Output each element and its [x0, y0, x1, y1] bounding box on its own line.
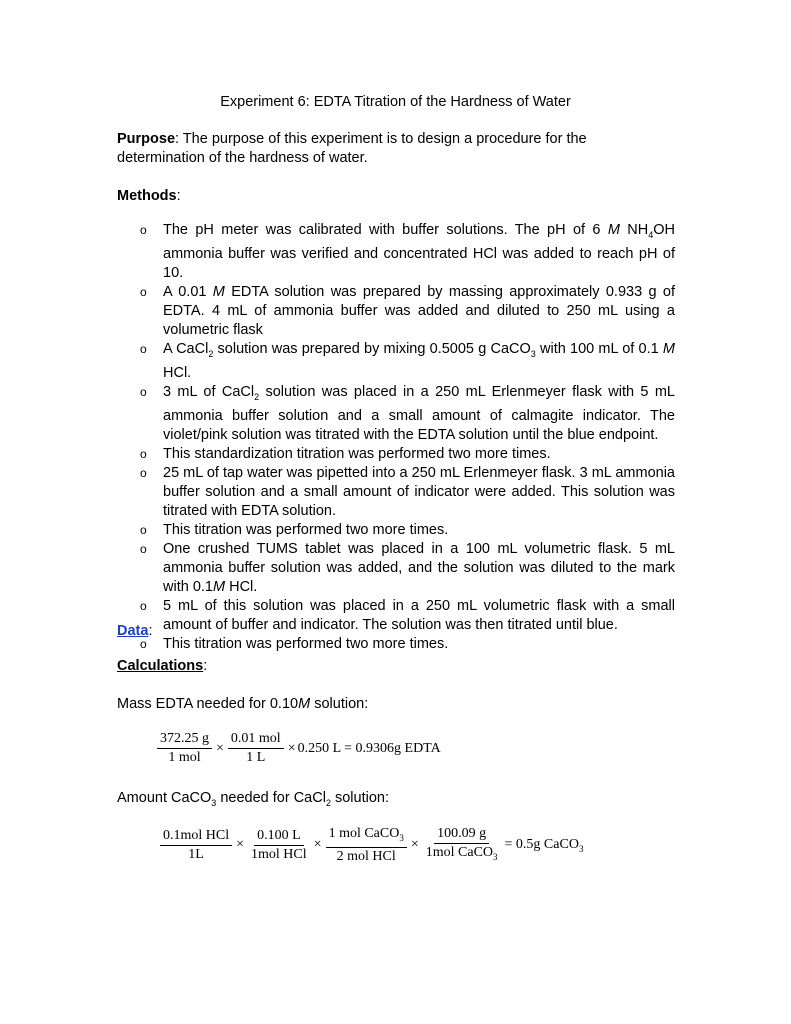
list-item: o This standardization titration was performed two more times. — [140, 445, 551, 462]
purpose-label: Purpose — [117, 131, 176, 147]
bullet-icon: o — [140, 446, 147, 461]
bullet-icon: o — [140, 284, 147, 299]
bullet-icon: o — [140, 341, 147, 356]
mass-edta-label: Mass EDTA needed for 0.10M solution: — [117, 696, 369, 712]
bullet-icon: o — [140, 636, 147, 651]
list-item: o A CaCl$_2$ solution was prepared by mixing 0.5005 g CaCO$_3$ with 100 mL of 0.1 M HCl. — [140, 340, 676, 381]
methods-list — [140, 221, 675, 654]
fraction: $\frac{\text{0.01 mol}}{1 L}$ — [228, 731, 284, 766]
bullet-icon: o — [140, 598, 147, 613]
fraction: $\frac{\text{0.1mol HCl}}{1L}$ — [160, 828, 232, 863]
purpose-text: : The purpose of this experiment is to design a procedure for the determination of the hardness of water. — [117, 131, 587, 166]
bullet-icon: o — [140, 384, 147, 399]
formula-caco3-amount: $\frac{\text{0.1mol HCl}}{1L}$ × $\frac{0.100 L}{\text{1mol HCl}}$ × $\frac{1 mol CaCO_3}{\text{2 mol HCl}}$ × $\frac{100.09 g}{1mol CaCO_3}$ = 0.5g CaCO$_3$ — [158, 826, 585, 865]
purpose-paragraph — [117, 130, 674, 168]
list-item: o The pH meter was calibrated with buffer solutions. The pH of 6 M $NH_4OH$ ammonia buffer was verified and concentrated HCl was added to reach pH of 10. — [140, 222, 675, 281]
data-heading: Data: — [117, 623, 153, 639]
formula-result: 0.250 L = 0.9306g EDTA — [297, 740, 441, 756]
fraction: $\frac{372.25 g}{\text{1 mol}}$ — [157, 731, 212, 766]
document-title: Experiment 6: EDTA Titration of the Hardness of Water — [220, 94, 571, 110]
list-item: o One crushed TUMS tablet was placed in a 100 mL volumetric flask. 5 mL ammonia buffer solution was added, and the solution was diluted to the mark with 0.1M HCl. — [140, 540, 675, 595]
formula-edta-mass: $\frac{372.25 g}{\text{1 mol}}$ × $\frac{\text{0.01 mol}}{1 L}$ × 0.250 L = 0.9306g EDTA — [155, 731, 441, 766]
methods-heading: Methods: — [117, 188, 181, 204]
list-item: o 25 mL of tap water was pipetted into a 250 mL Erlenmeyer flask. 3 mL ammonia buffer solution and a small amount of indicator were added. This solution was titrated with EDTA solution. — [140, 464, 675, 519]
bullet-icon: o — [140, 223, 147, 237]
bullet-icon: o — [140, 465, 147, 480]
bullet-icon: o — [140, 541, 147, 556]
fraction: $\frac{100.09 g}{1mol CaCO_3}$ — [425, 826, 498, 862]
list-item: o This titration was performed two more times. — [140, 521, 449, 538]
list-item: o A 0.01 M EDTA solution was prepared by massing approximately 0.933 g of EDTA. 4 mL of ammonia buffer was added and diluted to 250 mL using a volumetric flask — [140, 283, 675, 338]
fraction: $\frac{0.100 L}{\text{1mol HCl}}$ — [251, 827, 307, 862]
list-item: o This titration was performed two more times. — [140, 635, 449, 652]
list-item: o 5 mL of this solution was placed in a 250 mL volumetric flask with a small amount of buffer and indicator. The solution was then titrated until blue. — [140, 597, 675, 633]
caco3-label: Amount CaCO$_3$ needed for CaCl$_2$ solution: — [117, 790, 389, 808]
data-link[interactable]: Data — [117, 623, 149, 639]
methods-label: Methods — [117, 188, 177, 204]
formula-result: = 0.5g CaCO$_3$ — [504, 837, 584, 854]
list-item: o 3 mL of CaCl$_2$ solution was placed in a 250 mL Erlenmeyer flask with 5 mL ammonia buffer solution and a small amount of calmagite indicator. The violet/pink solution was titrated with the EDTA solution until the blue endpoint. — [140, 383, 675, 443]
bullet-icon: o — [140, 522, 147, 537]
calculations-heading: Calculations: — [117, 658, 208, 674]
calculations-label: Calculations — [117, 658, 204, 674]
fraction: $\frac{1 mol CaCO_3}{\text{2 mol HCl}}$ — [326, 826, 407, 865]
